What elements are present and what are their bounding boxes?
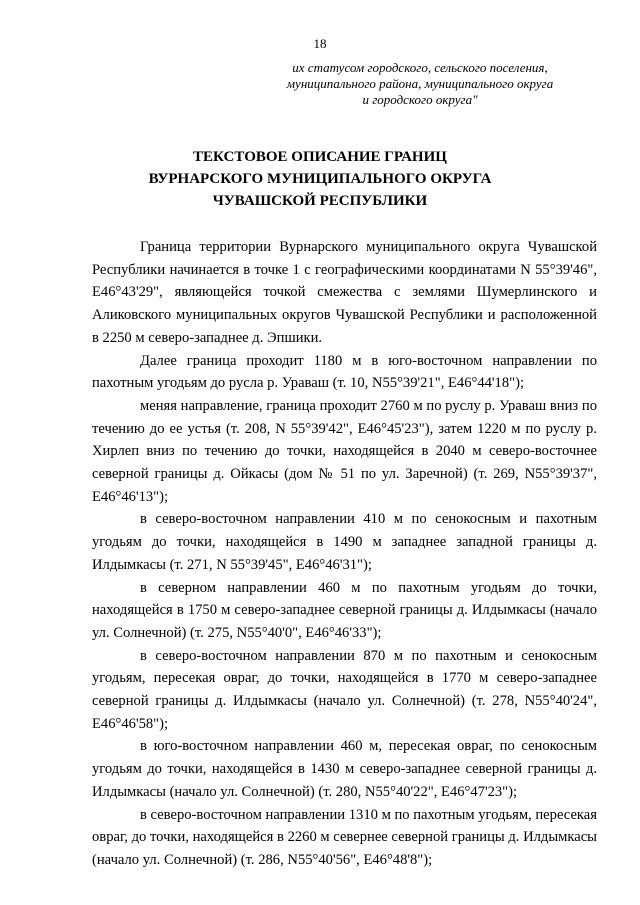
paragraph: в северном направлении 460 м по пахотным угодьям до точки, находящейся в 1750 м северо-западнее северной границы д. Илдымкасы (начало ул. Солнечной) (т. 275, N55°40'0", E46°46'33");	[92, 579, 597, 641]
header-note-line: муниципального района, муниципального округа	[286, 76, 554, 91]
document-title	[0, 146, 640, 212]
paragraph: меняя направление, граница проходит 2760 м по руслу р. Ураваш вниз по течению до ее устья (т. 208, N 55°39'42", E46°45'23"), затем 1220 м по руслу р. Хирлеп вниз по течению до точки, находящейся в 2040 м северо-восточнее северной границы д. Ойкасы (дом № 51 по ул. Заречной) (т. 269, N55°39'37", E46°46'13");	[92, 397, 597, 505]
paragraph: Граница территории Вурнарского муниципального округа Чувашской Республики начинается в точке 1 с географическими координатами N 55°39'46", E46°43'29", являющейся точкой смежества с землями Шумерлинского и Аликовского муниципальных округов Чувашской Республики и расположенной в 2250 м северо-западнее д. Эпшики.	[92, 239, 597, 346]
header-note	[260, 60, 580, 108]
body-text	[92, 236, 597, 872]
header-note-line: и городского округа"	[362, 92, 478, 107]
paragraph: в юго-восточном направлении 460 м, пересекая овраг, по сенокосным угодьям до точки, находящейся в 1430 м северо-западнее северной границы д. Илдымкасы (начало ул. Солнечной) (т. 280, N55°40'22", E46°47'23");	[92, 738, 597, 800]
title-line: ТЕКСТОВОЕ ОПИСАНИЕ ГРАНИЦ	[193, 149, 447, 165]
title-line: ЧУВАШСКОЙ РЕСПУБЛИКИ	[212, 193, 428, 209]
paragraph: в северо-восточном направлении 870 м по пахотным и сенокосным угодьям, пересекая овраг, до точки, находящейся в 1770 м северо-западнее северной границы д. Илдымкасы (начало ул. Солнечной) (т. 278, N55°40'24", E46°46'58");	[92, 647, 597, 732]
paragraph: в северо-восточном направлении 410 м по сенокосным и пахотным угодьям до точки, находящейся в 1490 м западнее западной границы д. Илдымкасы (т. 271, N 55°39'45", E46°46'31");	[92, 511, 597, 573]
header-note-line: их статусом городского, сельского поселения,	[292, 60, 548, 75]
paragraph: в северо-восточном направлении 1310 м по пахотным угодьям, пересекая овраг, до точки, находящейся в 2260 м севернее северной границы д. Илдымкасы (начало ул. Солнечной) (т. 286, N55°40'56", E46°48'8");	[92, 806, 597, 868]
title-line: ВУРНАРСКОГО МУНИЦИПАЛЬНОГО ОКРУГА	[148, 171, 492, 187]
paragraph: Далее граница проходит 1180 м в юго-восточном направлении по пахотным угодьям до русла р. Ураваш (т. 10, N55°39'21", E46°44'18");	[92, 352, 597, 392]
page-number: 18	[313, 36, 327, 51]
